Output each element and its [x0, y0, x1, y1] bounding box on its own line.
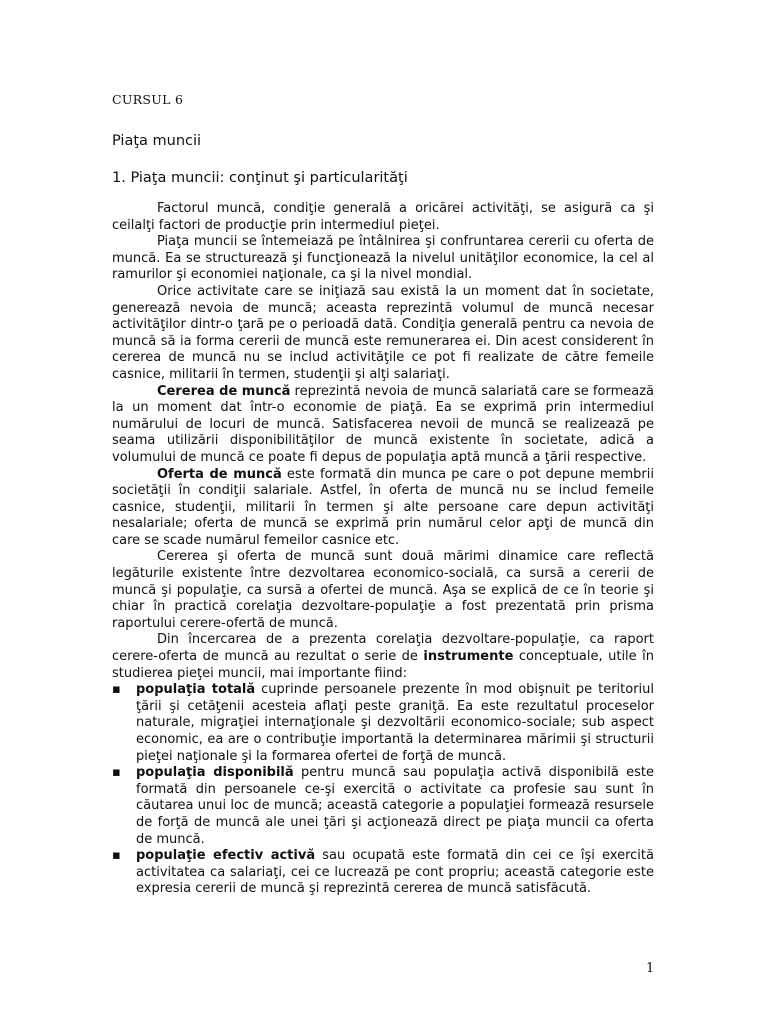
bullet-term: populaţie efectiv activă — [136, 848, 316, 864]
document-body — [112, 201, 654, 898]
paragraph-instrumente: Din încercarea de a prezenta corelaţia dezvoltare-populaţie, ca raport cerere-oferta de muncă au rezultat o serie de instrumente conceptuale, utile în studierea pieţei muncii, mai importante fiind: — [112, 632, 654, 681]
list-item: ▪ populaţie efectiv activă sau ocupată este formată din cei ce îşi exercită activitatea ca salariaţi, cei ce lucrează pe cont propriu; această categorie este expresia cererii de muncă şi reprezintă cererea de muncă satisfăcută. — [112, 848, 654, 897]
course-label: CURSUL 6 — [112, 92, 184, 107]
paragraph: Orice activitate care se iniţiază sau există la un moment dat în societate, generează nevoia de muncă; aceasta reprezintă volumul de muncă necesar activităţilor dintr-o ţară pe o perioadă dată. Condiţia generală pentru ca nevoia de muncă să ia forma cererii de muncă este remunerarea ei. Din acest considerent în cererea de muncă nu se includ activităţile ce pot fi realizate de către femeile casnice, militarii în termen, studenţii şi alţi salariaţi. — [112, 283, 654, 382]
term-instrumente: instrumente — [423, 649, 514, 665]
page-title: Piaţa muncii — [112, 133, 202, 149]
bullet-marker: ▪ — [112, 765, 121, 781]
bullet-marker: ▪ — [112, 848, 121, 864]
bullet-term: populaţia disponibilă — [136, 765, 294, 781]
paragraph-oferta-de-munca: Oferta de muncă este formată din munca pe care o pot depune membrii societăţii în condiţii salariale. Astfel, în oferta de muncă nu se includ femeile casnice, studenţii, militarii în termen şi alte persoane care depun activităţi nesalariale; oferta de muncă se exprimă prin numărul celor apţi de muncă din care se scade numărul femeilor casnice etc. — [112, 466, 654, 548]
term-cererea-de-munca: Cererea de muncă — [157, 383, 291, 399]
page-number: 1 — [646, 961, 655, 976]
paragraph: Piaţa muncii se întemeiază pe întâlnirea şi confruntarea cererii cu oferta de muncă. Ea se structurează şi funcţionează la nivelul unităţilor economice, la cel al ramurilor şi economiei naţionale, ca şi la nivel mondial. — [112, 234, 654, 283]
paragraph: Cererea şi oferta de muncă sunt două mărimi dinamice care reflectă legăturile existente între dezvoltarea economico-socială, ca sursă a cererii de muncă şi populaţie, ca sursă a ofertei de muncă. Aşa se explică de ce în teorie şi chiar în practică corelaţia dezvoltare-populaţie a fost prezentată prin prisma raportului cerere-ofertă de muncă. — [112, 549, 654, 631]
bullet-marker: ▪ — [112, 682, 121, 698]
bullet-term: populaţia totală — [136, 682, 256, 698]
section-heading: 1. Piaţa muncii: conţinut şi particularităţi — [112, 170, 408, 186]
bullet-list — [112, 682, 654, 898]
term-oferta-de-munca: Oferta de muncă — [157, 466, 282, 482]
list-item: ▪ populaţia totală cuprinde persoanele prezente în mod obişnuit pe teritoriul ţării şi cetăţenii acesteia aflaţi peste graniţă. Ea este rezultatul proceselor naturale, migraţiei internaţionale şi dezvoltării economico-sociale; sub aspect economic, ea are o contribuţie importantă la determinarea mărimii şi structurii pieţei naţionale şi la formarea ofertei de forţă de muncă. — [112, 682, 655, 764]
list-item: ▪ populaţia disponibilă pentru muncă sau populaţia activă disponibilă este formată din persoanele ce-şi exercită o activitate ca profesie sau sunt în căutarea unui loc de muncă; această categorie a populaţiei formează resursele de forţă de muncă ale unei ţări şi acţionează direct pe piaţa muncii ca oferta de muncă. — [112, 765, 655, 847]
document-page — [112, 92, 654, 898]
paragraph: Factorul muncă, condiţie generală a oricărei activităţi, se asigură ca şi ceilalţi factori de producţie prin intermediul pieţei. — [112, 201, 654, 233]
paragraph-cererea-de-munca: Cererea de muncă reprezintă nevoia de muncă salariată care se formează la un moment dat într-o economie de piaţă. Ea se exprimă prin intermediul numărului de locuri de muncă. Satisfacerea nevoii de muncă se realizează pe seama utilizării disponibilităţilor de muncă existente în societate, adică a volumului de muncă ce poate fi depus de populaţia aptă muncă a ţării respective. — [112, 383, 655, 465]
